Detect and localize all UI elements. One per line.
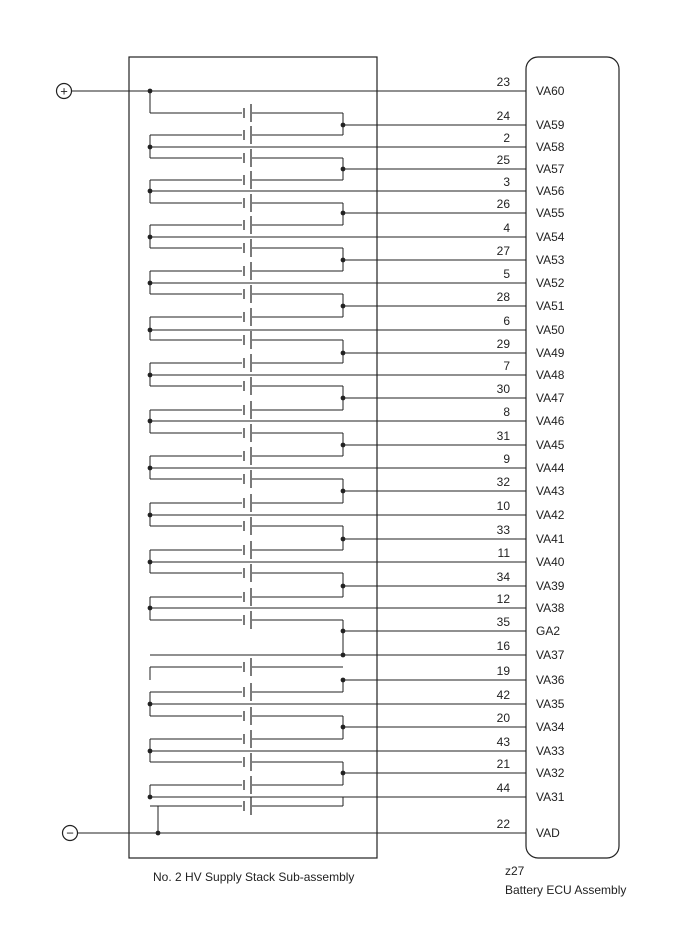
pin-number: 29: [496, 337, 510, 351]
pin-signal: VA51: [536, 299, 565, 313]
pin-number: 32: [496, 475, 510, 489]
pin-signal: VA40: [536, 555, 565, 569]
pin-number: 10: [496, 499, 510, 513]
pin-number: 21: [496, 757, 510, 771]
pin-number: 23: [496, 75, 510, 89]
pin-number: 6: [503, 314, 510, 328]
pin-signal: VA43: [536, 484, 565, 498]
pin-signal: VA39: [536, 579, 565, 593]
pin-number: 3: [503, 175, 510, 189]
pin-number: 35: [496, 615, 510, 629]
pin-signal: VA56: [536, 184, 565, 198]
pin-signal: VA54: [536, 230, 565, 244]
pin-signal: VA33: [536, 744, 565, 758]
pin-signal: VA35: [536, 697, 565, 711]
pin-signal: VA52: [536, 276, 565, 290]
pin-number: 26: [496, 197, 510, 211]
pin-number: 8: [503, 405, 510, 419]
pin-labels: [497, 75, 565, 840]
pin-number: 30: [496, 382, 510, 396]
positive-terminal-icon: [57, 84, 72, 99]
stack-caption: No. 2 HV Supply Stack Sub-assembly: [153, 870, 355, 884]
stack-box: [129, 57, 377, 858]
ecu-caption: Battery ECU Assembly: [505, 883, 627, 897]
pin-signal: VA37: [536, 648, 565, 662]
pin-number: 34: [496, 570, 510, 584]
ecu-box: [526, 57, 619, 858]
pin-number: 20: [496, 711, 510, 725]
pin-signal: VA34: [536, 720, 565, 734]
pin-signal: VA36: [536, 673, 565, 687]
pin-number: 12: [496, 592, 510, 606]
pin-number: 5: [503, 267, 510, 281]
pin-signal: VA59: [536, 118, 565, 132]
pin-signal: VA46: [536, 414, 565, 428]
pin-signal: VA55: [536, 206, 565, 220]
pin-number: 2: [503, 131, 510, 145]
pin-number: 19: [496, 664, 510, 678]
pin-number: 4: [503, 221, 510, 235]
pin-number: 31: [496, 429, 510, 443]
pin-number: 16: [496, 639, 510, 653]
pin-signal: VA45: [536, 438, 565, 452]
pin-number: 22: [496, 817, 510, 831]
pin-number: 28: [496, 290, 510, 304]
pin-number: 27: [496, 244, 510, 258]
pin-signal: VA38: [536, 601, 565, 615]
pin-number: 44: [496, 781, 510, 795]
pin-signal: VA47: [536, 391, 565, 405]
pin-number: 33: [496, 523, 510, 537]
pin-number: 24: [496, 109, 510, 123]
pin-signal: VA31: [536, 790, 565, 804]
negative-terminal-icon: [63, 826, 78, 841]
pin-signal: VA32: [536, 766, 565, 780]
pin-signal: VA42: [536, 508, 565, 522]
pin-number: 43: [496, 735, 510, 749]
pin-signal: VA48: [536, 368, 565, 382]
pin-number: 25: [496, 153, 510, 167]
pin-signal: VAD: [536, 826, 560, 840]
pin-signal: VA57: [536, 162, 565, 176]
pin-signal: VA49: [536, 346, 565, 360]
junction-dot: [156, 831, 161, 836]
negative-terminal-symbol: −: [66, 825, 74, 841]
pin-signal: VA50: [536, 323, 565, 337]
stack-wiring: [71, 89, 526, 836]
pin-signal: GA2: [536, 624, 561, 638]
pin-number: 11: [497, 546, 510, 560]
pin-signal: VA60: [536, 84, 565, 98]
pin-signal: VA44: [536, 461, 565, 475]
pin-number: 42: [496, 688, 510, 702]
pin-number: 9: [503, 452, 510, 466]
pin-signal: VA41: [536, 532, 565, 546]
pin-number: 7: [503, 359, 510, 373]
pin-signal: VA53: [536, 253, 565, 267]
pin-signal: VA58: [536, 140, 565, 154]
connector-code: z27: [505, 864, 525, 878]
positive-terminal-symbol: +: [60, 83, 68, 99]
